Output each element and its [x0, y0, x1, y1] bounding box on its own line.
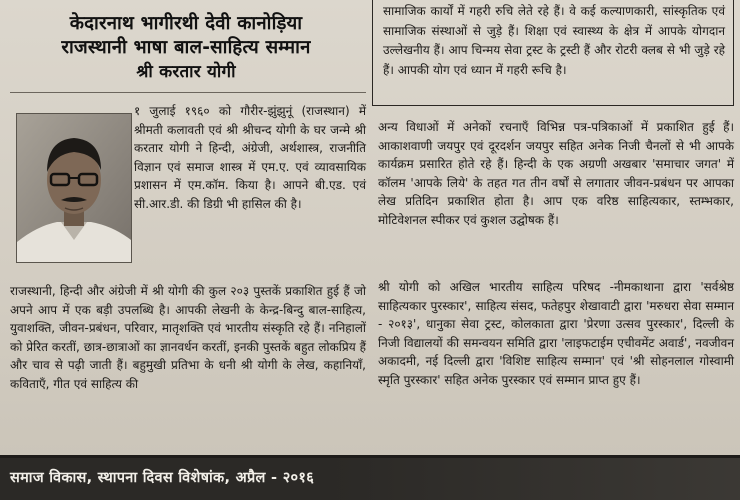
- highlight-box: [372, 0, 734, 106]
- recipient-name: श्री करतार योगी: [136, 62, 236, 82]
- footer-shading: [330, 458, 740, 500]
- footer-band: [0, 458, 740, 500]
- portrait-photo: [16, 113, 132, 263]
- biography-paragraph-2: राजस्थानी, हिन्दी और अंग्रेजी में श्री योगी की कुल २०३ पुस्तकें प्रकाशित हुई हैं जो अपने आप में एक बड़ी उपलब्धि है। आपकी लेखनी के केन्द्र-बिन्दु बाल-साहित्य, युवाशक्ति, जीवन-प्रबंधन, परिवार, मातृशक्ति एवं भारतीय संस्कृति रहे हैं। ननिहालों को प्रेरित करतीं, छात्र-छात्राओं का ज्ञानवर्धन करतीं, इनकी पुस्तकें बहुत लोकप्रिय हैं और चाव से पढ़ी जाती हैं। बहुमुखी प्रतिभा के धनी श्री योगी के लेख, कहानियाँ, कविताएँ, गीत एवं साहित्य की: [10, 284, 366, 391]
- award-title-line-1: केदारनाथ भागीरथी देवी कानोड़िया: [69, 13, 303, 34]
- highlight-box-text: सामाजिक कार्यों में गहरी रुचि लेते रहे हैं। वे कई कल्याणकारी, सांस्कृतिक एवं सामाजिक संस्थाओं से जुड़े हैं। शिक्षा एवं स्वास्थ्य के क्षेत्र में आपके योगदान उल्लेखनीय हैं। आप चिन्मय सेवा ट्रस्ट के ट्रस्टी हैं और रोटरी क्लब से भी जुड़े रहे हैं। आपकी योग एवं ध्यान में गहरी रूचि है।: [383, 4, 725, 77]
- works-paragraph: अन्य विधाओं में अनेकों रचनाएँ विभिन्न पत्र-पत्रिकाओं में प्रकाशित हुई हैं। आकाशवाणी जयपुर एवं दूरदर्शन जयपुर सहित अनेक निजी चैनलों से भी आपके कार्यक्रम प्रसारित होते रहे हैं। हिन्दी के एक अग्रणी अखबार 'समाचार जगत' में कॉलम 'आपके लिये' के तहत गत तीन वर्षों से लगातार जीवन-प्रबंधन पर आपका लेख प्रतिदिन प्रकाशित होता है। आप एक वरिष्ठ साहित्यकार, स्तम्भकार, मोटिवेशनल स्पीकर एवं कुशल उद्घोषक हैं।: [378, 120, 734, 227]
- awards-paragraph: श्री योगी को अखिल भारतीय साहित्य परिषद -नीमकाथाना द्वारा 'सर्वश्रेष्ठ साहित्यकार पुरस्कार', साहित्य संसद, फतेहपुर शेखावाटी द्वारा 'मरुधरा सेवा सम्मान - २०१३', धानुका सेवा ट्रस्ट, कोलकाता द्वारा 'प्रेरणा उत्सव पुरस्कार', दिल्ली के निजी विद्यालयों की समन्वयन समिति द्वारा 'लाइफटाईम एचीवमेंट अवार्ड', नवजीवन अकादमी, नई दिल्ली द्वारा 'विशिष्ट साहित्य सम्मान' एवं 'श्री सोहनलाल गोस्वामी स्मृति पुरस्कार' सहित अनेक पुरस्कार एवं सम्मान प्राप्त हुए हैं।: [378, 280, 734, 387]
- article-heading: [6, 0, 366, 83]
- portrait-illustration: [17, 114, 131, 262]
- award-title-line-2: राजस्थानी भाषा बाल-साहित्य सम्मान: [61, 37, 311, 58]
- heading-divider: [10, 92, 366, 93]
- footer-publication-line: समाज विकास, स्थापना दिवस विशेषांक, अप्रैल - २०१६: [10, 470, 315, 486]
- right-column: [372, 0, 738, 455]
- biography-paragraph-1: १ जुलाई १९६० को गौरीर-झुंझुनूं (राजस्थान) में श्रीमती कलावती एवं श्री श्रीचन्द योगी के घर जन्मे श्री करतार योगी ने हिन्दी, अंग्रेजी, अर्थशास्त्र, राजनीति विज्ञान एवं समाज शास्त्र में एम.ए. एवं व्यावसायिक प्रशासन में एम.कॉम. किया है। आपने बी.एड. एवं सी.आर.डी. की डिग्री भी हासिल की है।: [134, 104, 366, 211]
- left-column: [6, 0, 366, 455]
